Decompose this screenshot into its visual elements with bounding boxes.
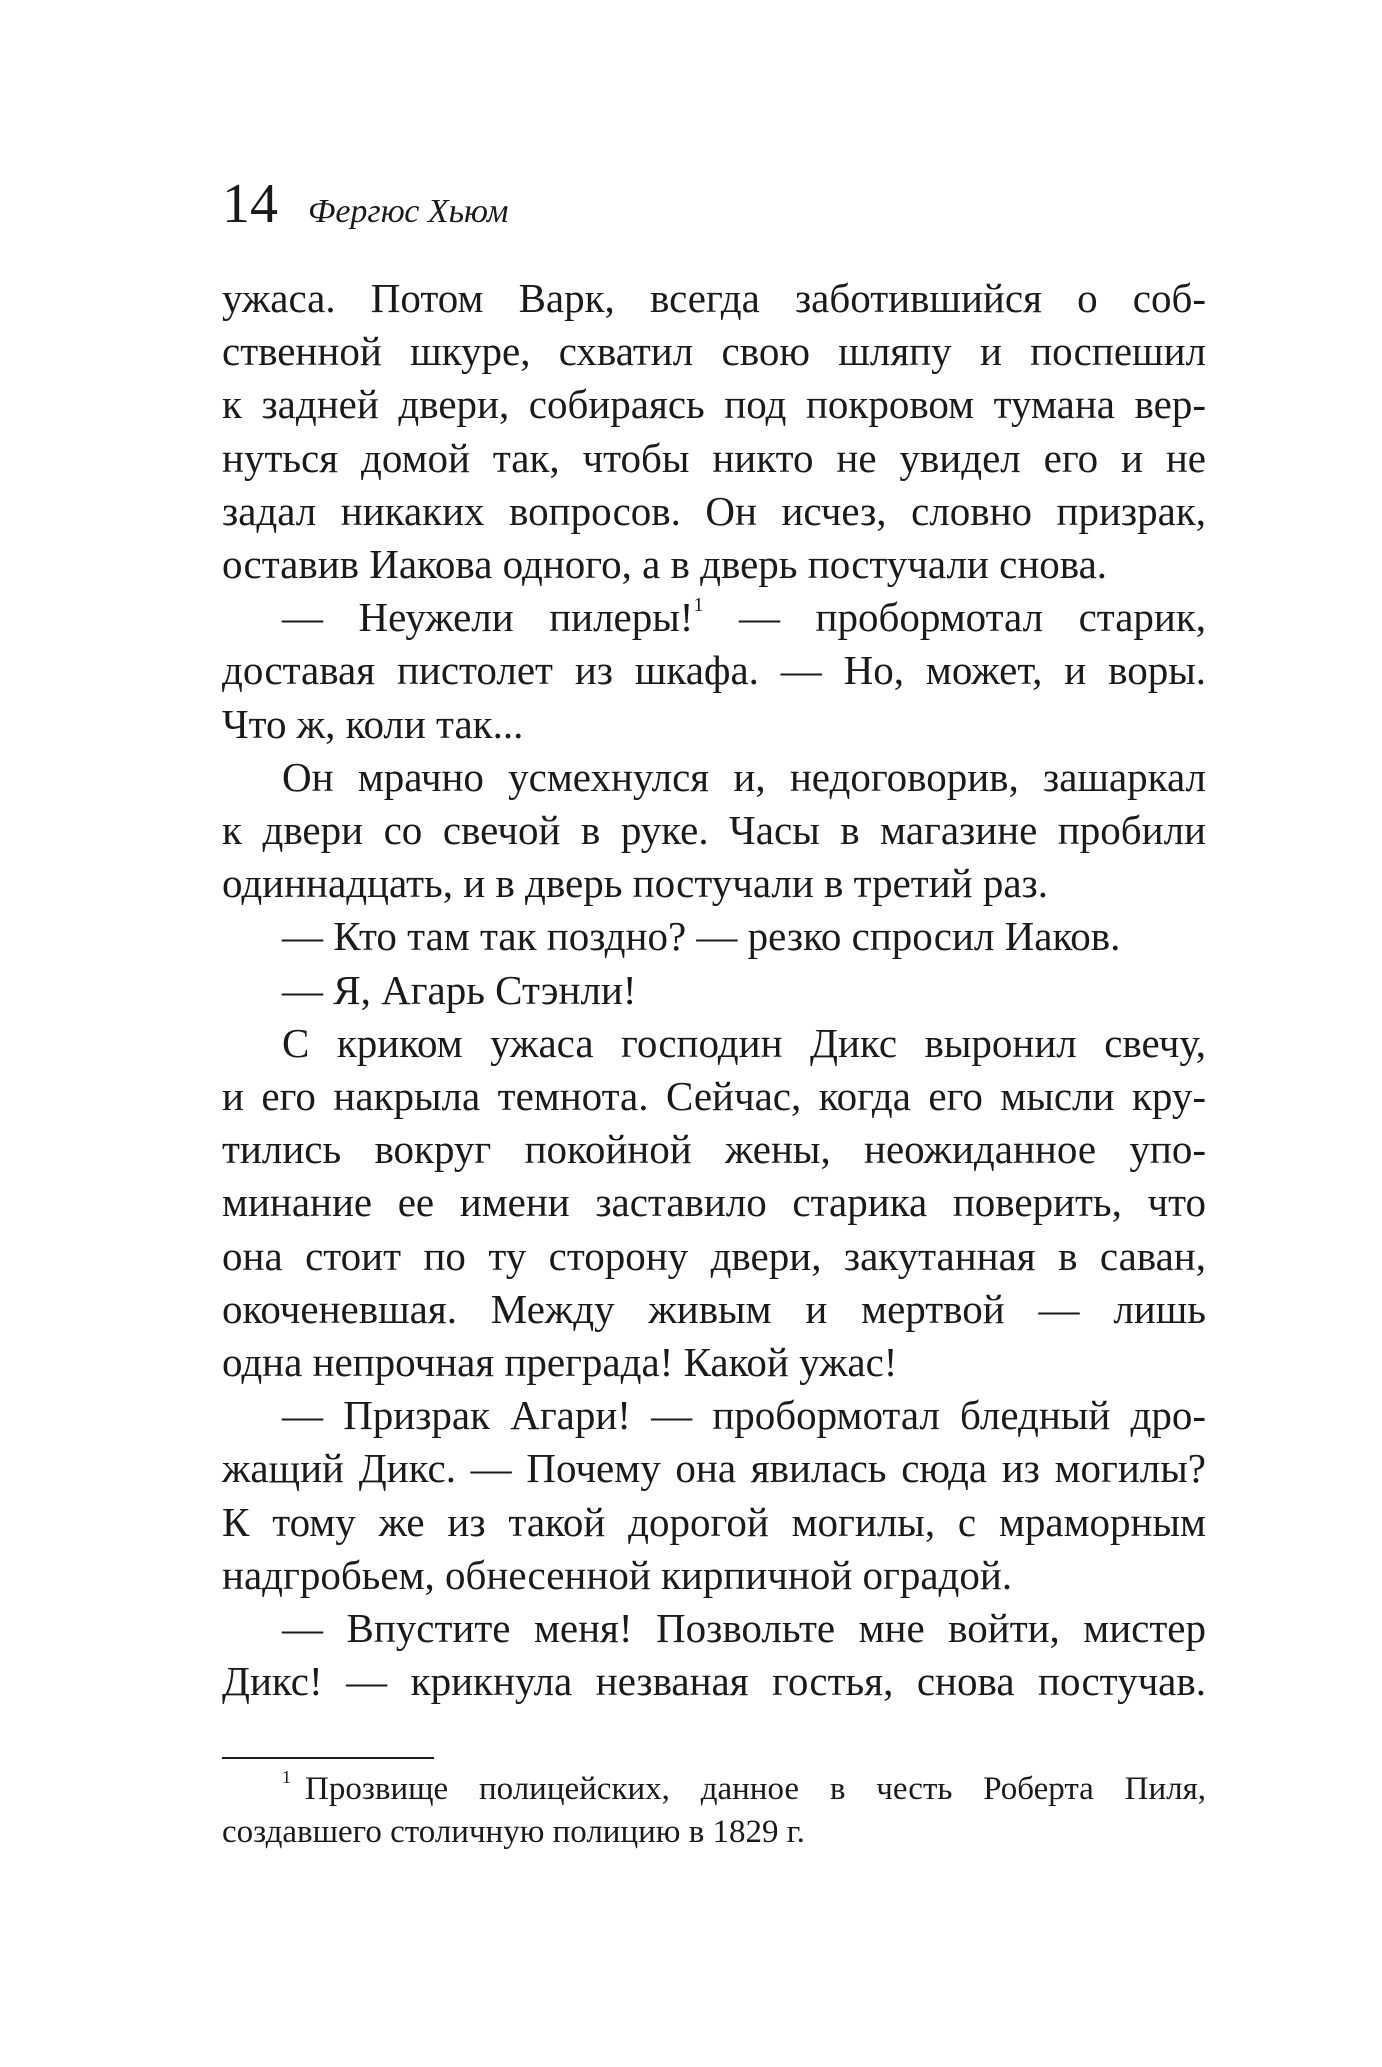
text-line: — Призрак Агари! — пробормотал бледный дро- xyxy=(282,1392,1206,1439)
body-text xyxy=(222,272,1206,1708)
text-line: С криком ужаса господин Дикс выронил свечу, xyxy=(282,1019,1206,1066)
text-line: Что ж, коли так... xyxy=(222,700,524,747)
text-line: К тому же из такой дорогой могилы, с мраморным xyxy=(222,1498,1206,1545)
text-line: ужаса. Потом Варк, всегда заботившийся о соб- xyxy=(222,275,1206,321)
page-number: 14 xyxy=(222,173,278,235)
text-line: одиннадцать, и в дверь постучали в третий раз. xyxy=(222,860,1048,907)
paragraph-5 xyxy=(222,964,1206,1017)
footnote-line xyxy=(222,1768,1206,1811)
paragraph-8 xyxy=(222,1602,1206,1708)
text-line: оставив Иакова одного, а в дверь постучали снова. xyxy=(222,541,1108,588)
text-line: к задней двери, собираясь под покровом тумана вер- xyxy=(222,381,1206,428)
footnote-line: создавшего столичную полицию в 1829 г. xyxy=(222,1814,805,1850)
text-line: — Впустите меня! Позвольте мне войти, мистер xyxy=(282,1605,1206,1652)
paragraph-6 xyxy=(222,1017,1206,1389)
text-line xyxy=(222,591,1206,644)
text-line: доставая пистолет из шкафа. — Но, может, и воры. xyxy=(222,647,1206,694)
text-line: минание ее имени заставило старика поверить, что xyxy=(222,1179,1206,1226)
text-line: и его накрыла темнота. Сейчас, когда его мысли кру- xyxy=(222,1073,1206,1120)
paragraph-2 xyxy=(222,591,1206,751)
text-line: — Кто там так поздно? — резко спросил Иаков. xyxy=(282,913,1121,960)
text-line: нуться домой так, чтобы никто не увидел его и не xyxy=(222,434,1206,481)
paragraph-1 xyxy=(222,272,1206,591)
text-segment: — пробормотал старик, xyxy=(703,594,1207,641)
footnote-mark: 1 xyxy=(282,1767,291,1787)
text-line: Дикс! — крикнула незваная гостья, снова постучав. xyxy=(222,1658,1206,1705)
text-line: окоченевшая. Между живым и мертвой — лишь xyxy=(222,1285,1206,1332)
paragraph-7 xyxy=(222,1389,1206,1602)
text-line: — Я, Агарь Стэнли! xyxy=(282,966,637,1013)
text-line: тились вокруг покойной жены, неожиданное упо- xyxy=(222,1126,1206,1173)
paragraph-4 xyxy=(222,910,1206,963)
paragraph-3 xyxy=(222,751,1206,911)
text-line: к двери со свечой в руке. Часы в магазине пробили xyxy=(222,807,1206,854)
footnote-text: Прозвище полицейских, данное в честь Роберта Пиля, xyxy=(305,1771,1206,1807)
text-line: она стоит по ту сторону двери, закутанная в саван, xyxy=(222,1232,1206,1279)
footnote xyxy=(222,1768,1206,1854)
footnote-reference: 1 xyxy=(693,594,704,617)
text-segment: — Неужели пилеры! xyxy=(282,594,694,641)
page-header xyxy=(222,173,509,235)
text-line: надгробьем, обнесенной кирпичной оградой. xyxy=(222,1551,1013,1598)
text-line: задал никаких вопросов. Он исчез, словно призрак, xyxy=(222,487,1206,534)
running-title: Фергюс Хьюм xyxy=(308,193,509,230)
footnote-rule xyxy=(222,1757,434,1759)
text-line: Он мрачно усмехнулся и, недоговорив, зашаркал xyxy=(282,753,1206,800)
text-line: жащий Дикс. — Почему она явилась сюда из могилы? xyxy=(222,1445,1206,1492)
text-line: ственной шкуре, схватил свою шляпу и поспешил xyxy=(222,328,1206,375)
text-line: одна непрочная преграда! Какой ужас! xyxy=(222,1339,898,1386)
